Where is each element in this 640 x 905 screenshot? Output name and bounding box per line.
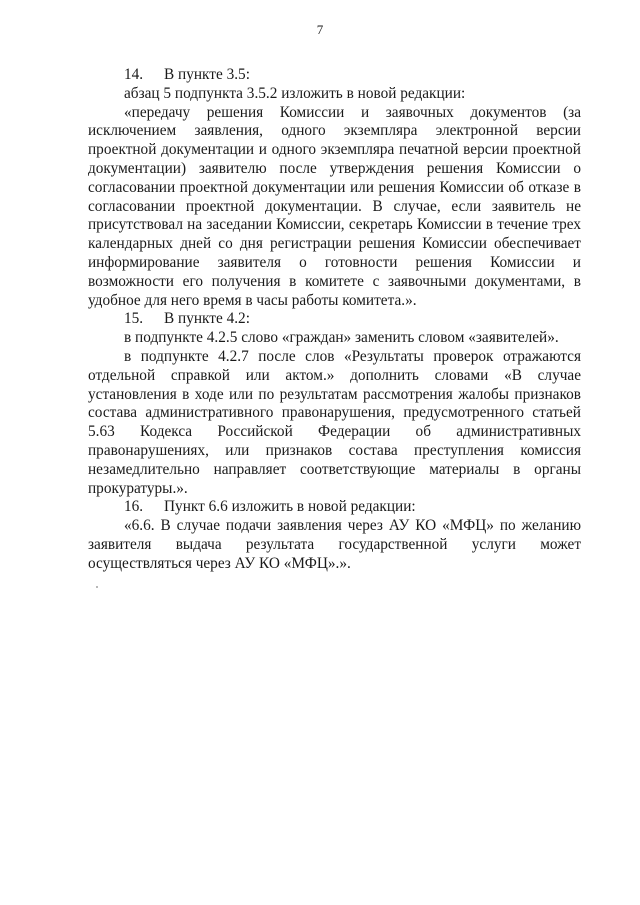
item-15-heading bbox=[88, 310, 581, 329]
paragraph: «передачу решения Комиссии и заявочных документов (за исключением заявления, одного экземпляра электронной версии проектной документации и одного экземпляра печатной версии проектной документации) заявителю после утверждения решения Комиссии о согласовании проектной документации или решения Комиссии об отказе в согласовании проектной документации. В случае, если заявитель не присутствовал на заседании Комиссии, секретарь Комиссии в течение трех календарных дней со дня регистрации решения Комиссии обеспечивает информирование заявителя о готовности решения Комиссии и возможности его получения в комитете с заявочными документами, в удобное для него время в часы работы комитета.». bbox=[88, 103, 581, 309]
paragraph: в подпункте 4.2.7 после слов «Результаты проверок отражаются отдельной справкой или актом.» дополнить словами «В случае установления в ходе или по результатам рассмотрения жалобы признаков состава административного правонарушения, предусмотренного статьей 5.63 Кодекса Российской Федерации об административных правонарушениях, или признаков состава преступления комиссия незамедлительно направляет соответствующие материалы в органы прокуратуры.». bbox=[88, 347, 581, 497]
item-number: 15. bbox=[124, 310, 144, 328]
page-number: 7 bbox=[316, 22, 324, 37]
item-number: 16. bbox=[124, 498, 144, 516]
scan-speck bbox=[96, 586, 98, 588]
item-14-heading bbox=[88, 66, 581, 85]
item-16-heading bbox=[88, 498, 581, 517]
item-heading-text: В пункте 3.5: bbox=[164, 66, 250, 83]
document-body bbox=[88, 66, 581, 574]
item-heading-text: Пункт 6.6 изложить в новой редакции: bbox=[164, 498, 416, 516]
item-number: 14. bbox=[124, 66, 144, 83]
paragraph: в подпункте 4.2.5 слово «граждан» заменить словом «заявителей». bbox=[124, 329, 559, 347]
paragraph: «6.6. В случае подачи заявления через АУ КО «МФЦ» по желанию заявителя выдача результата государственной услуги может осуществляться через АУ КО «МФЦ».». bbox=[88, 517, 581, 572]
item-heading-text: В пункте 4.2: bbox=[164, 310, 250, 328]
paragraph: абзац 5 подпункта 3.5.2 изложить в новой редакции: bbox=[124, 84, 466, 102]
